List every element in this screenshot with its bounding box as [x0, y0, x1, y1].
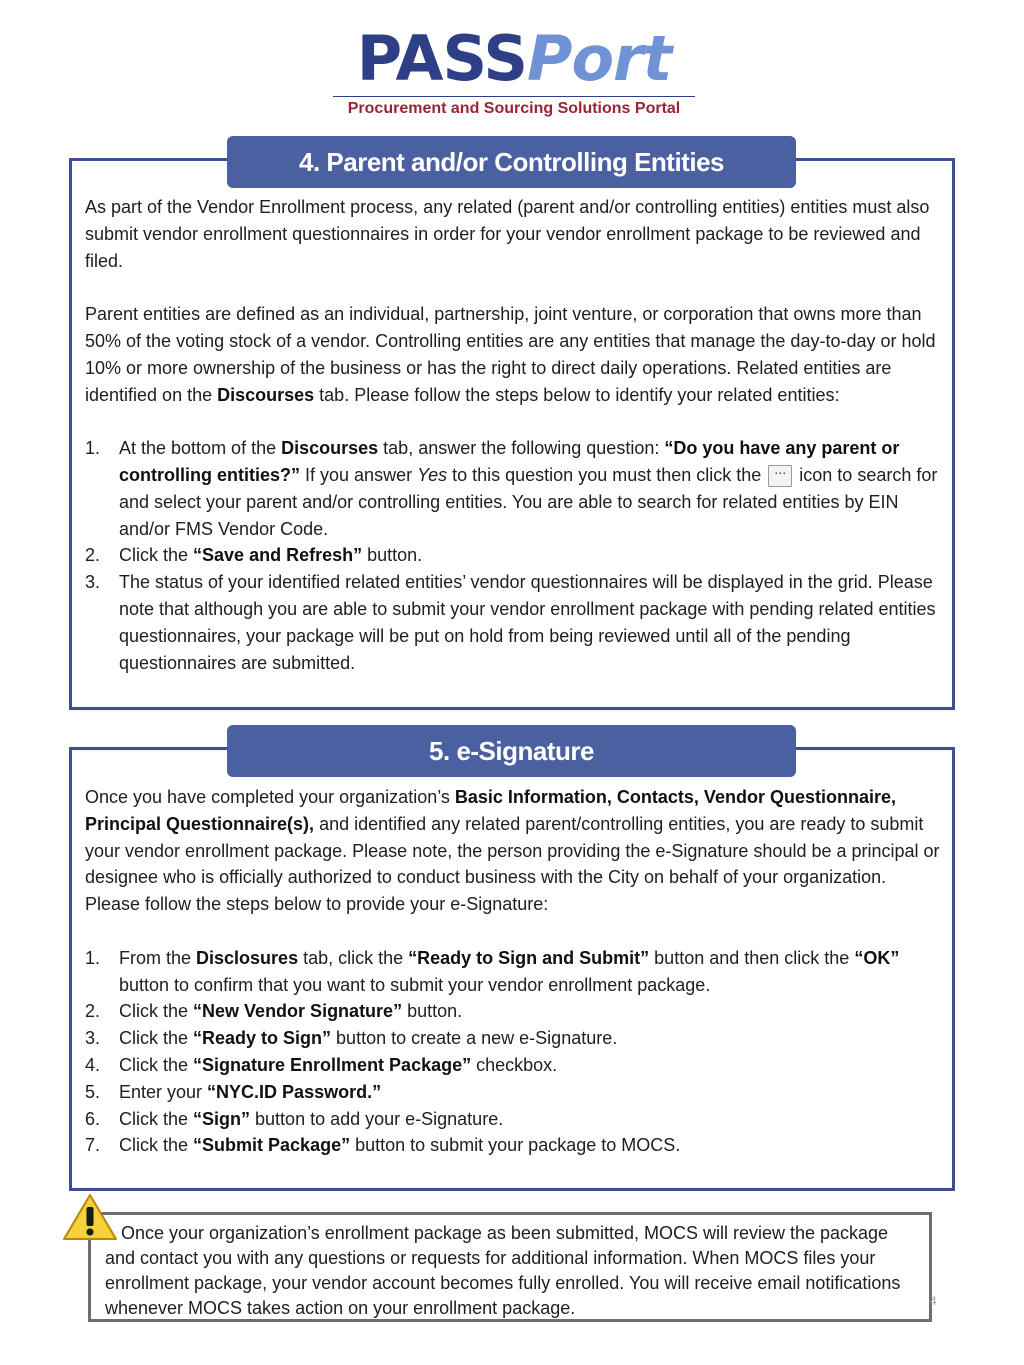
list-item	[85, 1052, 943, 1079]
section-4-para-2	[85, 301, 943, 408]
step-text: tab, answer the following question:	[378, 438, 665, 459]
disclosures-tab-ref: Disclosures	[196, 947, 299, 968]
list-item	[85, 542, 943, 569]
step-text: Enter your	[119, 1081, 208, 1102]
step-text: From the	[119, 947, 197, 968]
intro-highlight: Basic Information, Contacts, Vendor Questionnaire, Principal Questionnaire(s),	[85, 787, 896, 834]
note-text	[105, 1221, 923, 1321]
new-vendor-signature-ref: “New Vendor Signature”	[193, 1001, 403, 1022]
step-number: 6.	[85, 1108, 101, 1129]
list-item	[85, 945, 943, 999]
logo-tagline: Procurement and Sourcing Solutions Portal	[347, 100, 681, 117]
step-text: button to add your e-Signature.	[250, 1108, 504, 1129]
intro-text: Once you have completed your organization’s	[85, 787, 455, 807]
step-number: 3.	[85, 1028, 101, 1049]
list-item	[85, 1025, 943, 1052]
logo-wordmark	[333, 22, 695, 95]
list-item	[85, 1132, 943, 1159]
question-text: “Do you have any parent or controlling entities?”	[119, 438, 900, 485]
step-text: to this question you must then click the	[447, 464, 767, 485]
passport-logo	[333, 22, 695, 124]
discourses-tab-ref: Discourses	[281, 438, 379, 459]
ok-ref: “OK”	[854, 947, 900, 968]
step-text: button.	[402, 1001, 463, 1022]
step-text: The status of your identified related entities’ vendor questionnaires will be displayed in the grid. Please note that although you are able to submit your vendor enrollment package with pending related entities questionnaires, your package will be put on hold from being reviewed until all of the pending questionnaires are submitted.	[119, 572, 936, 673]
para-2-tail: tab. Please follow the steps below to identify your related entities:	[314, 384, 840, 405]
section-5-intro	[85, 784, 943, 918]
step-text: At the bottom of the	[119, 438, 282, 459]
yes-answer: Yes	[417, 464, 448, 485]
section-5-content	[85, 784, 943, 1159]
ready-to-sign-ref: “Ready to Sign”	[193, 1028, 332, 1049]
page-number: 4	[930, 1294, 937, 1308]
ellipsis-icon[interactable]: ⋯	[768, 465, 792, 487]
list-item	[85, 569, 943, 676]
section-5-title: 5. e-Signature	[227, 725, 796, 777]
step-text: Click the	[119, 1108, 194, 1129]
section-5-steps	[85, 945, 943, 1159]
ready-to-sign-submit-ref: “Ready to Sign and Submit”	[408, 947, 650, 968]
section-4-steps	[85, 435, 943, 676]
step-text: Click the	[119, 1028, 194, 1049]
step-text: icon to search for and select your parent and/or controlling entities. You are able to search for related entities by EIN and/or FMS Vendor Code.	[119, 464, 938, 539]
submit-package-ref: “Submit Package”	[193, 1135, 351, 1156]
sign-ref: “Sign”	[193, 1108, 251, 1129]
list-item	[85, 998, 943, 1025]
intro-text: and identified any related parent/controlling entities, you are ready to submit your vendor enrollment package. Please note, the person providing the e-Signature should be a principal or designee who is officially authorized to conduct business with the City on behalf of your organization. Please follow the steps below to provide your e-Signature:	[85, 813, 940, 915]
step-text: Click the	[119, 545, 194, 566]
step-number: 2.	[85, 545, 101, 566]
nyc-id-password-ref: “NYC.ID Password.”	[207, 1081, 382, 1102]
step-number: 3.	[85, 572, 101, 593]
step-text: button to submit your package to MOCS.	[350, 1135, 681, 1156]
step-text: Click the	[119, 1054, 194, 1075]
step-number: 1.	[85, 438, 101, 459]
discourses-tab-ref: Discourses	[217, 384, 315, 405]
list-item	[85, 435, 943, 542]
save-and-refresh-ref: “Save and Refresh”	[193, 545, 363, 566]
note-body: Once your organization’s enrollment package as been submitted, MOCS will review the package and contact you with any questions or requests for additional information. When MOCS files your enrollment package, your vendor account becomes fully enrolled. You will receive email notifications whenever MOCS takes action on your enrollment package.	[105, 1223, 901, 1318]
step-text: checkbox.	[471, 1054, 558, 1075]
step-text: Click the	[119, 1001, 194, 1022]
step-text: If you answer	[300, 464, 418, 485]
logo-port: Port	[527, 22, 672, 95]
logo-pass: PASS	[356, 22, 527, 95]
step-text: button and then click the	[649, 947, 855, 968]
step-number: 2.	[85, 1001, 101, 1022]
step-number: 1.	[85, 947, 101, 968]
step-text: tab, click the	[298, 947, 409, 968]
signature-enrollment-package-ref: “Signature Enrollment Package”	[193, 1054, 472, 1075]
step-text: Click the	[119, 1135, 194, 1156]
list-item	[85, 1079, 943, 1106]
step-text: button to create a new e-Signature.	[331, 1028, 618, 1049]
logo-divider	[333, 96, 695, 97]
list-item	[85, 1106, 943, 1133]
section-4-para-1: As part of the Vendor Enrollment process, any related (parent and/or controlling entities) entities must also submit vendor enrollment questionnaires in order for your vendor enrollment package to be reviewed and filed.	[85, 197, 930, 271]
step-number: 7.	[85, 1135, 101, 1156]
step-text: button.	[362, 545, 423, 566]
step-number: 4.	[85, 1054, 101, 1075]
para-2-text: Parent entities are defined as an individual, partnership, joint venture, or corporation that owns more than 50% of the voting stock of a vendor. Controlling entities are any entities that manage the day-to-day or hold 10% or more ownership of the business or has the right to direct daily operations. Related entities are identified on the	[85, 304, 936, 405]
section-4-content	[85, 194, 943, 676]
section-4-title: 4. Parent and/or Controlling Entities	[227, 136, 796, 188]
warning-icon	[62, 1192, 118, 1242]
step-text: button to confirm that you want to submit your vendor enrollment package.	[119, 974, 711, 995]
step-number: 5.	[85, 1081, 101, 1102]
note-box	[88, 1212, 932, 1322]
